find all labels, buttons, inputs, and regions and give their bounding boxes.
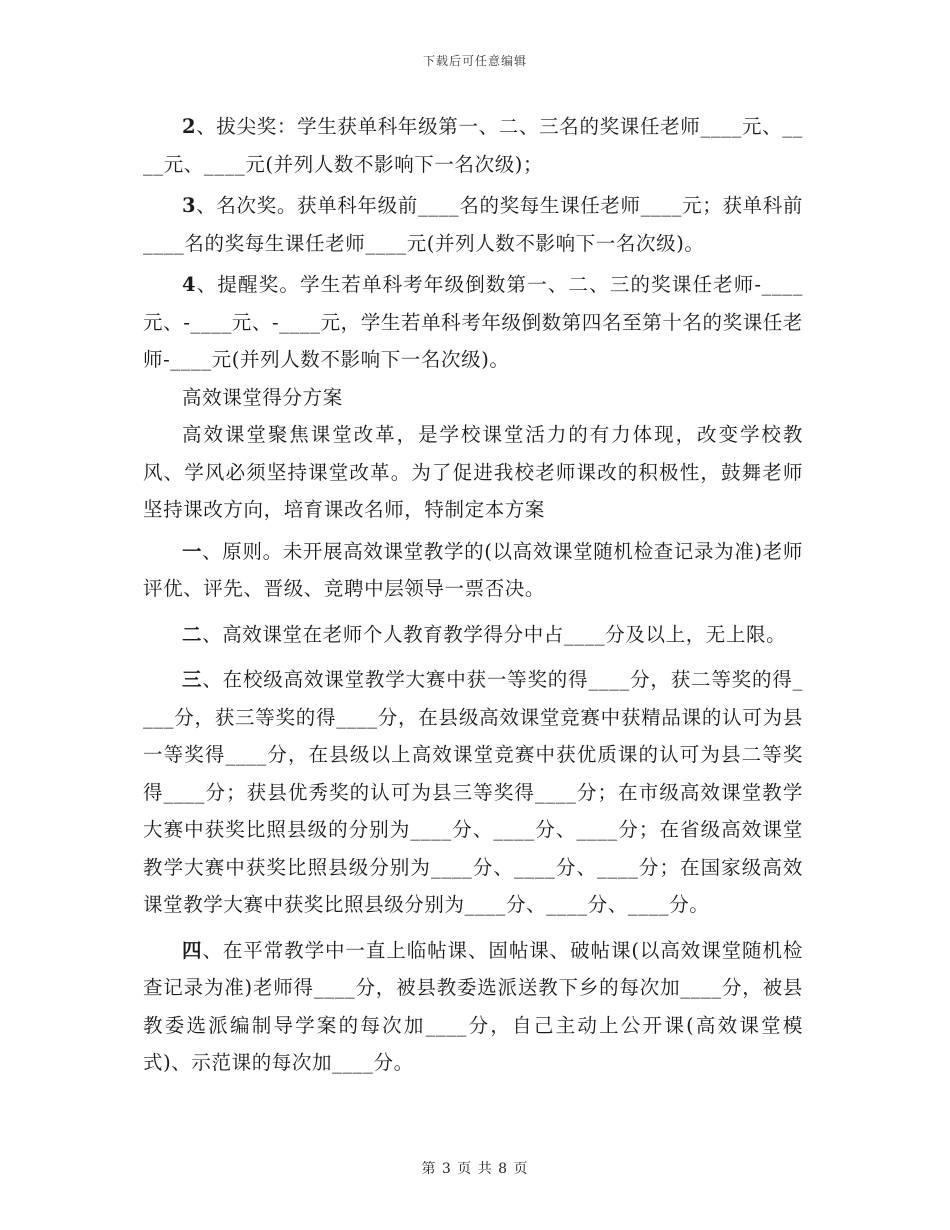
- section-title: [143, 379, 803, 417]
- paragraph-number: 3: [182, 194, 197, 217]
- paragraph-intro: [143, 416, 803, 529]
- paragraph-number: 一: [182, 539, 203, 563]
- paragraph-contest-scores: [143, 661, 803, 924]
- paragraph-number: 三: [182, 668, 203, 691]
- paragraph-text: 高效课堂聚焦课堂改革，是学校课堂活力的有力体现，改变学校教风、学风必须坚持课堂改革。为了促进我校老师课改的积极性，鼓舞老师坚持课改方向，培育课改名师，特制定本方案: [143, 423, 803, 521]
- paragraph-number: 2: [182, 115, 197, 138]
- paragraph-text: 、提醒奖。学生若单科考年级倒数第一、二、三的奖课任老师-____元、-____元、-____元，学生若单科考年级倒数第四名至第十名的奖课任老师-____元(并列人数不影响下一名次级)。: [143, 273, 803, 371]
- page-footer: 第 3 页 共 8 页: [421, 1161, 529, 1177]
- paragraph-principle: [143, 533, 803, 608]
- paragraph-text: 、原则。未开展高效课堂教学的(以高效课堂随机检查记录为准)老师评优、评先、晋级、竞聘中层领导一票否决。: [143, 539, 803, 600]
- document-body: [143, 108, 803, 1082]
- paragraph-score-share: [143, 616, 803, 654]
- paragraph-text: 、高效课堂在老师个人教育教学得分中占____分及以上，无上限。: [202, 622, 787, 646]
- paragraph-number: 4: [182, 273, 197, 296]
- paragraph-award-top: [143, 108, 803, 183]
- paragraph-number: 二: [182, 622, 203, 646]
- paragraph-text: 、在平常教学中一直上临帖课、固帖课、破帖课(以高效课堂随机检查记录为准)老师得____分，被县教委选派送教下乡的每次加____分，被县教委选派编制导学案的每次加____分，自己主动上公开课(高效课堂模式)、示范课的每次加____分。: [143, 938, 804, 1074]
- paragraph-text: 、名次奖。获单科年级前____名的奖每生课任老师____元；获单科前____名的奖每生课任老师____元(并列人数不影响下一名次级)。: [143, 194, 803, 255]
- paragraph-text: 高效课堂得分方案: [182, 385, 343, 409]
- paragraph-text: 、拔尖奖：学生获单科年级第一、二、三名的奖课任老师____元、____元、____元(并列人数不影响下一名次级)；: [143, 115, 803, 176]
- paragraph-text: 、在校级高效课堂教学大赛中获一等奖的得____分，获二等奖的得____分，获三等奖的得____分，在县级高效课堂竞赛中获精品课的认可为县一等奖得____分，在县级以上高效课堂竞赛中获优质课的认可为县二等奖得____分；获县优秀奖的认可为县三等奖得____分；在市级高效课堂教学大赛中获奖比照县级的分别为____分、____分、____分；在省级高效课堂教学大赛中获奖比照县级分别为____分、____分、____分；在国家级高效课堂教学大赛中获奖比照县级分别为____分、____分、____分。: [143, 668, 803, 916]
- paragraph-number: 四: [182, 938, 203, 962]
- paragraph-award-reminder: [143, 266, 803, 379]
- paragraph-award-rank: [143, 187, 803, 262]
- page-header: 下载后可任意编辑: [422, 54, 527, 68]
- paragraph-routine-scores: [143, 932, 803, 1082]
